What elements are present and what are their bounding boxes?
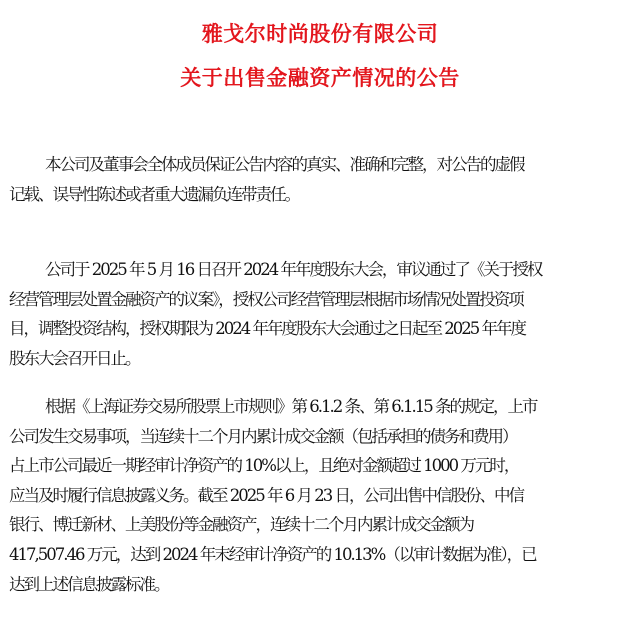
paragraph-disclosure-rule — [0, 392, 640, 599]
paragraph-line: 股东大会召开日止。 — [9, 348, 140, 368]
company-title: 雅戈尔时尚股份有限公司 — [201, 21, 439, 46]
paragraph-line: 公司于 2025 年 5 月 16 日召开 2024 年年度股东大会，审议通过了《关于授权 — [45, 260, 542, 279]
paragraph-line: 公司发生交易事项，当连续十二个月内累计成交金额（包括承担的债务和费用） — [9, 426, 517, 446]
paragraph-line: 目，调整投资结构，授权期限为 2024 年年度股东大会通过之日起至 2025 年年度 — [9, 319, 525, 339]
paragraph-line: 根据《上海证券交易所股票上市规则》第 6.1.2 条、第 6.1.15 条的规定，上市 — [45, 397, 537, 416]
paragraph-disclaimer — [0, 150, 640, 209]
paragraph-line: 达到上述信息披露标准。 — [9, 574, 169, 594]
paragraph-line: 银行、博迁新材、上美股份等金融资产，连续十二个月内累计成交金额为 — [9, 515, 473, 535]
paragraph-line: 应当及时履行信息披露义务。截至 2025 年 6 月 23 日，公司出售中信股份、中信 — [9, 485, 523, 505]
paragraph-authorization — [0, 255, 640, 373]
paragraph-line: 本公司及董事会全体成员保证公告内容的真实、准确和完整，对公告的虚假 — [45, 155, 524, 174]
paragraph-line: 记载、误导性陈述或者重大遗漏负连带责任。 — [9, 184, 299, 204]
announcement-title: 关于出售金融资产情况的公告 — [180, 65, 460, 90]
paragraph-line: 占上市公司最近一期经审计净资产的 10%以上，且绝对金额超过 1000 万元时， — [9, 456, 519, 476]
paragraph-line: 417,507.46 万元，达到 2024 年末经审计净资产的 10.13%（以审计数据为准），已 — [9, 544, 536, 564]
paragraph-line: 经营管理层处置金融资产的议案》，授权公司经营管理层根据市场情况处置投资项 — [9, 289, 523, 309]
